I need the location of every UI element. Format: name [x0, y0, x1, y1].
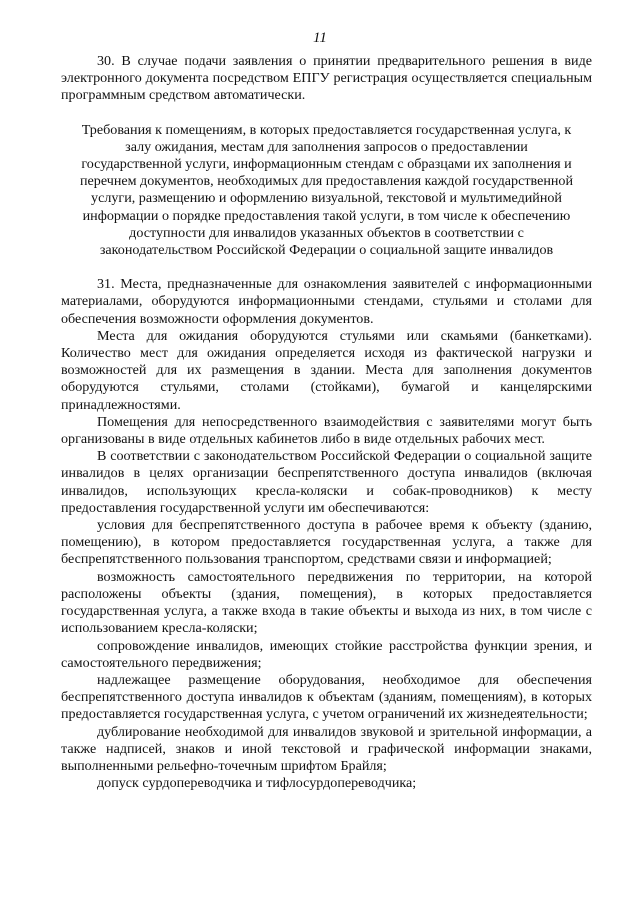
- section-heading: Требования к помещениям, в которых предоставляется государственная услуга, к залу ожидания, местам для заполнения запросов о предоставлении государственной услуги, информационным стендам с образцами их заполнения и перечнем документов, необходимых для предоставления каждой государственной услуги, размещению и оформлению визуальной, текстовой и мультимедийной информации о порядке предоставления такой услуги, в том числе к обеспечению доступности для инвалидов указанных объектов в соответствии с законодательством Российской Федерации о социальной защите инвалидов: [79, 121, 574, 259]
- list-item: сопровождение инвалидов, имеющих стойкие расстройства функции зрения, и самостоятельного передвижения;: [61, 637, 592, 671]
- list-item: дублирование необходимой для инвалидов звуковой и зрительной информации, а также надписей, знаков и иной текстовой и графической информации знаками, выполненными рельефно-точечным шрифтом Брайля;: [61, 723, 592, 774]
- paragraph-31: 31. Места, предназначенные для ознакомления заявителей с информационными материалами, оборудуются информационными стендами, стульями и столами для обеспечения возможности оформления документов.: [61, 276, 592, 327]
- paragraph-waiting-places: Места для ожидания оборудуются стульями или скамьями (банкетками). Количество мест для ожидания определяется исходя из фактической нагрузки и возможностей для их размещения в здании. Места для заполнения документов оборудуются стульями, столами (стойками), бумагой и канцелярскими принадлежностями.: [61, 327, 592, 413]
- paragraph-law-intro: В соответствии с законодательством Российской Федерации о социальной защите инвалидов в целях организации беспрепятственного доступа инвалидов (включая инвалидов, использующих кресла-коляски и собак-проводников) к месту предоставления государственной услуги им обеспечиваются:: [61, 448, 592, 516]
- list-item: условия для беспрепятственного доступа в рабочее время к объекту (зданию, помещению), в котором предоставляется государственная услуга, а также для беспрепятственного пользования транспортом, средствами связи и информацией;: [61, 517, 592, 568]
- list-item: возможность самостоятельного передвижения по территории, на которой расположены объекты (здания, помещения), в которых предоставляется государственная услуга, а также входа в такие объекты и выхода из них, в том числе с использованием кресла-коляски;: [61, 568, 592, 637]
- list-item: надлежащее размещение оборудования, необходимое для обеспечения беспрепятственного доступа инвалидов к объектам (зданиям, помещениям), в которых предоставляется государственная услуга, с учетом ограничений их жизнедеятельности;: [61, 671, 592, 723]
- paragraph-30: 30. В случае подачи заявления о принятии предварительного решения в виде электронного документа посредством ЕПГУ регистрация осуществляется специальным программным средством автоматически.: [61, 53, 592, 104]
- document-body: [61, 53, 592, 792]
- list-item: допуск сурдопереводчика и тифлосурдопереводчика;: [97, 775, 417, 792]
- page-number: 11: [313, 30, 327, 46]
- paragraph-premises: Помещения для непосредственного взаимодействия с заявителями могут быть организованы в виде отдельных кабинетов либо в виде отдельных рабочих мест.: [61, 413, 592, 448]
